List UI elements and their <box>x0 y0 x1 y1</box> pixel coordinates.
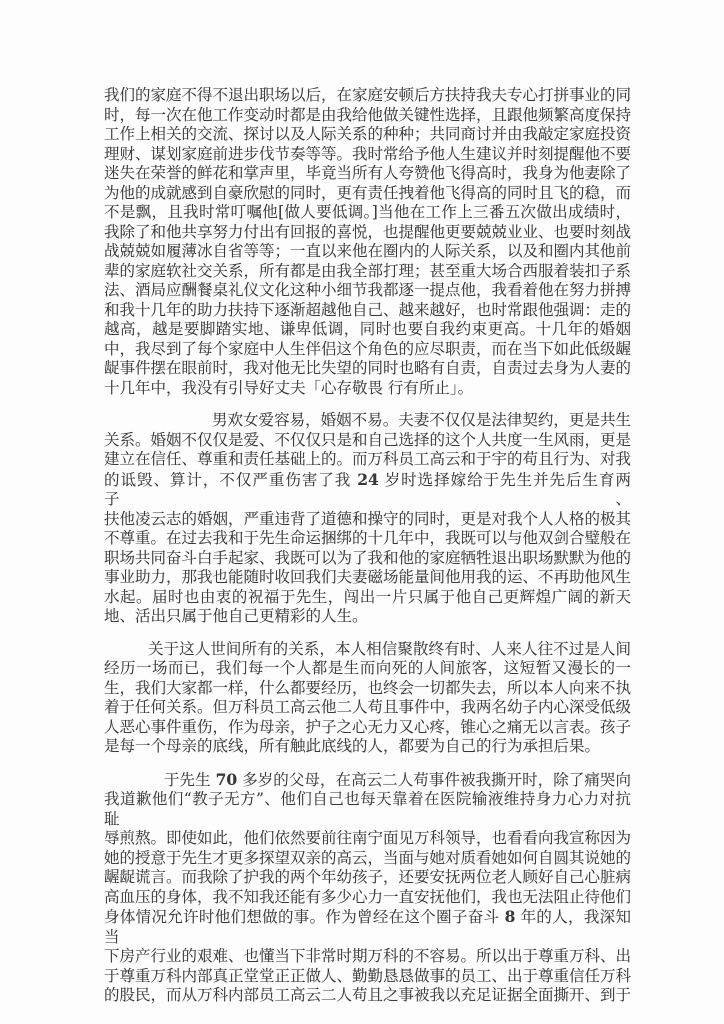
text-line: 男欢女爱容易，婚姻不易。夫妻不仅仅是法律契约，更是共生 <box>212 411 631 429</box>
text-line: 辈的家庭软社交关系，所有都是由我全部打理；甚至重大场合西服着装扣子系 <box>104 261 632 280</box>
text-line: 地、活出只属于他自己更精彩的人生。 <box>104 607 368 625</box>
text-line: 人恶心事件重伤，作为母亲，护子之心无力又心疼，锥心之痛无以言表。孩子 <box>104 717 632 736</box>
text-line: 和我十几年的助力扶持下逐渐超越他自己、越来越好，也时常跟他强调：走的 <box>104 300 632 319</box>
paragraph <box>104 770 631 1006</box>
text-line: 我除了和他共享努力付出有回报的喜悦，也提醒他更要兢兢业业、也要时刻战 <box>104 222 632 241</box>
text-line: 经历一场而已，我们每一个人都是生而向死的人间旅客，这短暂又漫长的一 <box>104 659 631 677</box>
text-line: 的诋毁、算计，不仅严重伤害了我 24 岁时选择嫁给于先生并先后生育两子、 <box>104 469 631 508</box>
text-line: 高血压的身体，我不知我还能有多少心力一直安抚他们，我也无法阻止待他们 <box>104 887 632 906</box>
text-line: 下房产行业的艰难、也懂当下非常时期万科的不容易。所以出于尊重万科、出 <box>104 947 632 965</box>
text-line: 工作上相关的交流、探讨以及人际关系的种种；共同商讨并由我敲定家庭投资 <box>104 125 632 143</box>
text-block <box>104 86 631 1019</box>
text-line: 不尊重。在过去我和于先生命运捆绑的十几年中，我既可以与他双剑合璧般在 <box>104 529 632 547</box>
text-line: 关于这人世间所有的关系，本人相信聚散终有时、人来人往不过是人间 <box>148 639 631 658</box>
text-line: 职场共同奋斗白手起家、我既可以为了我和他的家庭牺牲退出职场默默为他的 <box>104 548 632 567</box>
text-line: 于尊重万科内部真正堂堂正正做人、勤勤恳恳做事的员工、出于尊重信任万科 <box>104 966 632 985</box>
text-line: 是每一个母亲的底线，所有触此底线的人，都要为自己的行为承担后果。 <box>104 737 601 755</box>
text-line: 龌龊谎言。而我除了护我的两个年幼孩子，还要安抚两位老人顾好自己心脏病 <box>104 868 632 886</box>
text-line: 我道歉他们“教子无方”、他们自己也每天靠着在医院输液维持身力心力对抗耻 <box>104 790 631 828</box>
text-line: 生，我们大家都一样，什么都要经历，也终会一切都失去，所以本人向来不执 <box>104 678 632 697</box>
text-line: 战兢兢如履薄冰自省等等；一直以来他在圈内的人际关系，以及和圈内其他前 <box>104 242 632 260</box>
text-line: 她的授意于先生才更多探望双亲的高云，当面与她对质看她如何自圆其说她的 <box>104 848 632 867</box>
text-line: 关系。婚姻不仅仅是爱、不仅仅只是和自己选择的这个人共度一生风雨，更是 <box>104 430 632 449</box>
text-line: 身体情况允许时他们想做的事。作为曾经在这个圈子奋斗 8 年的人，我深知当 <box>104 907 631 946</box>
text-line: 越高，越是要脚踏实地、谦卑低调，同时也要自我约束更高。十几年的婚姻 <box>104 320 631 338</box>
text-line: 时，每一次在他工作变动时都是由我给他做关键性选择，且跟他频繁高度保持 <box>104 105 632 124</box>
text-line: 事业助力，那我也能随时收回我们夫妻磁场能量间他用我的运、不再助他风生 <box>104 568 632 586</box>
text-line: 建立在信任、尊重和责任基础上的。而万科员工高云和于宇的苟且行为、对我 <box>104 450 632 468</box>
text-line: 于先生 70 多岁的父母，在高云二人苟事件被我撕开时，除了痛哭向 <box>164 769 631 789</box>
text-line: 龊事件摆在眼前时，我对他无比失望的同时也略有自责，自责过去身为人妻的 <box>104 359 632 377</box>
paragraph <box>104 86 631 398</box>
text-line: 法、酒局应酬餐桌礼仪文化这种小细节我都逐一提点他，我看着他在努力拼搏 <box>104 281 632 299</box>
text-line: 着于任何关系。但万科员工高云他二人苟且事件中，我两名幼子内心深受低级 <box>104 698 632 716</box>
text-line: 理财、谋划家庭前进步伐节奏等等。我时常给予他人生建议并时刻提醒他不要 <box>104 144 632 163</box>
text-line: 不是飘，且我时常叮嘱他[做人要低调。]当他在工作上三番五次做出成绩时， <box>104 203 631 221</box>
paragraph <box>104 411 631 627</box>
text-line: 水起。届时也由衷的祝福于先生，闯出一片只属于他自己更辉煌广阔的新天 <box>104 587 631 606</box>
paragraph <box>104 640 631 757</box>
text-line: 我们的家庭不得不退出职场以后，在家庭安顿后方扶持我夫专心打拼事业的同 <box>104 86 632 104</box>
text-line: 为他的成就感到自豪欣慰的同时，更有责任拽着他飞得高的同时且飞的稳，而 <box>104 183 632 202</box>
text-line: 的股民，而从万科内部员工高云二人苟且之事被我以充足证据全面撕开、到于 <box>104 986 632 1004</box>
text-line: 辱煎熬。即使如此，他们依然要前往南宁面见万科领导，也看看向我宣称因为 <box>104 829 632 847</box>
text-line: 扶他凌云志的婚姻，严重违背了道德和操守的同时，更是对我个人人格的极其 <box>104 509 632 528</box>
text-line: 十几年中，我没有引导好丈夫「心存敬畏 行有所止」。 <box>104 378 474 397</box>
text-line: 迷失在荣誉的鲜花和掌声里，毕竟当所有人夸赞他飞得高时，我身为他妻除了 <box>104 164 632 182</box>
text-line: 中，我尽到了每个家庭中人生伴侣这个角色的应尽职责，而在当下如此低级龌 <box>104 339 632 358</box>
